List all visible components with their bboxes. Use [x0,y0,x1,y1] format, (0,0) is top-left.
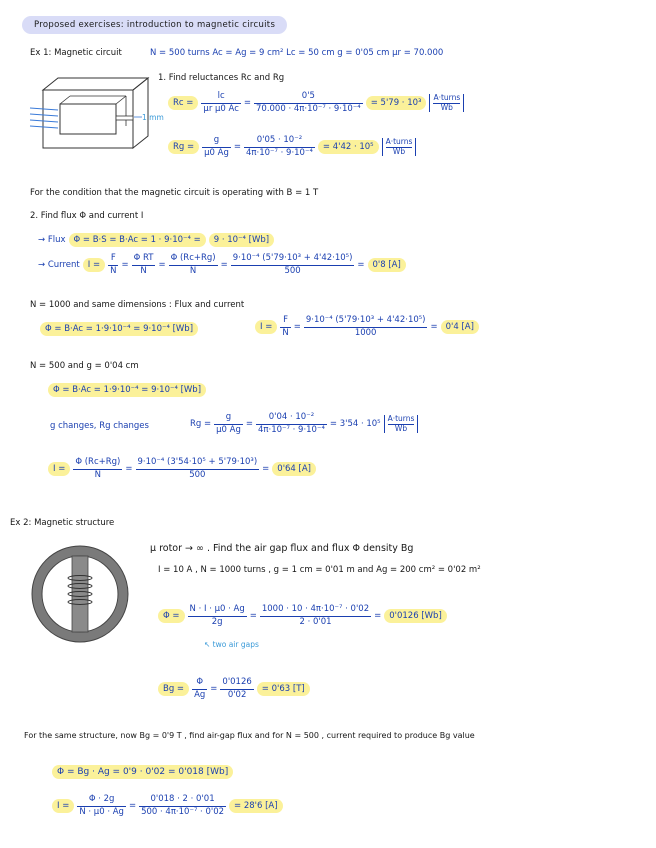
current-lhs: I = [83,258,105,272]
flux-equation [38,233,274,247]
phi-f2-num: 1000 · 10 · 4π·10⁻⁷ · 0'02 [260,605,371,617]
rc-unit-den: Wb [440,102,453,112]
rg-f2-num: 0'05 · 10⁻² [244,136,315,148]
ex1-params: N = 500 turns Ac = Ag = 9 cm² Lc = 50 cm g = 0'05 cm μr = 70.000 [150,48,444,58]
n500-label: N = 500 and g = 0'04 cm [30,361,139,371]
phi-lhs: Φ = [158,609,185,623]
bg-f1-num: Φ [192,678,207,690]
rg2-equation: Rg = $\frac{g}{\mu 0 Ag}$ = $\frac{\text{0'04 · 10⁻²}}{\text{4π·10⁻⁷ · 9·10⁻⁴}}$ = 3'54 · 10⁵ A·turns Wb [190,413,418,436]
cur-f1-den: N [110,265,117,276]
i-lhs: I = [52,799,74,813]
current-label: → Current [38,260,80,271]
rc-result: = 5'79 · 10³ [366,96,427,110]
n1000-I-f1-num: F [280,316,290,328]
phi-result: 0'0126 [Wb] [384,609,447,623]
flux-label: → Flux [38,235,66,245]
ex2-statement: μ rotor → ∞ . Find the air gap flux and flux Φ density Bg [150,543,414,554]
i-f1-den: N · μ0 · Ag [79,806,124,817]
rg2-f2-num: 0'04 · 10⁻² [256,413,327,425]
ex2-label: Ex 2: Magnetic structure [10,518,115,528]
i-f1-num: Φ · 2g [77,795,126,807]
g-changes-note: g changes, Rg changes [50,421,149,431]
bg-equation: Bg = $\frac{\Phi}{Ag}$ = $\frac{0'0126}{0'02}$ = 0'63 [T] [158,678,310,701]
rg-unit-num: A·turns [385,137,413,147]
i-result: = 28'6 [A] [229,799,283,813]
i3-f1-den: N [94,469,102,480]
rg2-f1-num: g [214,413,243,425]
current-result: 0'8 [A] [368,258,406,272]
bg-lhs: Bg = [158,682,189,696]
cur-f3-den: N [189,265,197,276]
page-title: Proposed exercises: introduction to magnetic circuits [22,16,287,34]
cur-f4-den: 500 [284,265,301,276]
n1000-flux: Φ = B·Ac = 1·9·10⁻⁴ = 9·10⁻⁴ [Wb] [40,322,198,336]
n500-flux: Φ = B·Ac = 1·9·10⁻⁴ = 9·10⁻⁴ [Wb] [48,383,206,397]
rg-result: = 4'42 · 10⁵ [318,140,379,154]
phi-equation: Φ = $\frac{N \cdot I \cdot \mu 0 \cdot Ag}{2g}$ = $\frac{\text{1000 · 10 · 4π·10⁻⁷ · 0'02}}{2 \cdot 0'01}$ = 0'0126 [Wb] [158,605,447,628]
magnetic-structure-diagram [28,542,132,646]
same-structure-text: For the same structure, now Bg = 0'9 T , find air-gap flux and for N = 500 , current required to produce Bg value [24,731,475,740]
bg-f2-den: 0'02 [227,689,247,700]
rc-lhs: Rc = [168,96,198,110]
condition-text: For the condition that the magnetic circuit is operating with B = 1 T [30,188,319,198]
n1000-I-result: 0'4 [A] [441,320,479,334]
rg2-f1-den: μ0 Ag [216,424,241,435]
i3-f2-den: 500 [189,469,206,480]
rc-f1-den: μr μ0 Ac [203,103,239,114]
i3-result: 0'64 [A] [272,462,316,476]
cur-f2-den: N [140,265,147,276]
bg-f1-den: Ag [194,689,206,700]
phi-f1-den: 2g [211,616,223,627]
n1000-I-lhs: I = [255,320,277,334]
phi-f2-den: 2 · 0'01 [299,616,332,627]
ex2-params: I = 10 A , N = 1000 turns , g = 1 cm = 0'01 m and Ag = 200 cm² = 0'02 m² [158,565,481,575]
cur-f1-num: F [108,254,118,266]
gap-label: 1 mm [142,113,164,122]
rc-equation: Rc = $\frac{lc}{\text{μr μ0 Ac}}$ = $\frac{0'5}{\text{70.000 · 4π·10⁻⁷ · 9·10⁻⁴}}$ = 5'79 · 10³ A·turns Wb [168,92,464,115]
rg-f1-num: g [202,136,231,148]
rg2-f2-den: 4π·10⁻⁷ · 9·10⁻⁴ [258,424,325,435]
rg2-unit-den: Wb [394,423,408,433]
i3-equation: I = $\frac{\Phi (Rc+Rg)}{N}$ = $\frac{\text{9·10⁻⁴ (3'54·10⁵ + 5'79·10³)}}{500}$ = 0'64 [A] [48,458,316,481]
flux-eq: Φ = B·S = B·Ac = 1 · 9·10⁻⁴ = [69,233,206,247]
two-air-gaps-note: ↖ two air gaps [204,640,259,649]
cur-f3-num: Φ (Rc+Rg) [169,254,218,266]
cur-f4-num: 9·10⁻⁴ (5'79·10³ + 4'42·10⁵) [231,254,355,266]
i-equation: I = $\frac{\Phi \cdot 2g}{N \cdot \mu 0 \cdot Ag}$ = $\frac{0'018 \cdot 2 \cdot 0'01}{\text{500 · 4π·10⁻⁷ · 0'02}}$ = 28'6 [A] [52,795,283,818]
i3-f2-num: 9·10⁻⁴ (3'54·10⁵ + 5'79·10³) [136,458,260,470]
rc-unit-num: A·turns [433,93,461,103]
i-f2-den: 500 · 4π·10⁻⁷ · 0'02 [141,806,225,817]
bg-f2-num: 0'0126 [220,678,253,690]
phi-f1-num: N · I · μ0 · Ag [188,605,247,617]
rc-f2-num: 0'5 [254,92,363,104]
cur-f2-num: Φ RT [132,254,156,266]
n1000-I-f2-num: 9·10⁻⁴ (5'79·10³ + 4'42·10⁵) [304,316,428,328]
n1000-label: N = 1000 and same dimensions : Flux and current [30,300,245,310]
rg-lhs: Rg = [168,140,199,154]
rc-f2-den: 70.000 · 4π·10⁻⁷ · 9·10⁻⁴ [256,103,361,114]
rg2-lhs: Rg = [190,419,212,430]
rg2-result: = 3'54 · 10⁵ [329,419,381,430]
ex1-label: Ex 1: Magnetic circuit [30,48,122,58]
question-1: 1. Find reluctances Rc and Rg [158,73,285,83]
flux-result: 9 · 10⁻⁴ [Wb] [209,233,274,247]
rg-unit-den: Wb [392,146,406,156]
i-f2-num: 0'018 · 2 · 0'01 [139,795,226,807]
current-equation: → Current I = $\frac{F}{N}$ = $\frac{\text{Φ RT}}{N}$ = $\frac{\Phi (Rc+Rg)}{N}$ = $\frac{\text{9·10⁻⁴ (5'79·10³ + 4'42·10⁵)}}{500}$ = 0'8 [A] [38,254,406,277]
rg-equation: Rg = $\frac{g}{\mu 0 Ag}$ = $\frac{\text{0'05 · 10⁻²}}{\text{4π·10⁻⁷ · 9·10⁻⁴}}$ = 4'42 · 10⁵ A·turns Wb [168,136,416,159]
rc-f1-num: lc [201,92,240,104]
rg2-unit-num: A·turns [387,414,415,424]
bg-result: = 0'63 [T] [257,682,310,696]
rg-f1-den: μ0 Ag [204,147,229,158]
n1000-I-f2-den: 1000 [354,327,377,338]
phi2-equation: Φ = Bg · Ag = 0'9 · 0'02 = 0'018 [Wb] [52,765,233,779]
i3-lhs: I = [48,462,70,476]
rg-f2-den: 4π·10⁻⁷ · 9·10⁻⁴ [246,147,313,158]
i3-f1-num: Φ (Rc+Rg) [73,458,122,470]
question-2: 2. Find flux Φ and current I [30,211,144,221]
n1000-I-f1-den: N [282,327,289,338]
n1000-current-equation: I = $\frac{F}{N}$ = $\frac{\text{9·10⁻⁴ (5'79·10³ + 4'42·10⁵)}}{1000}$ = 0'4 [A] [255,316,479,339]
